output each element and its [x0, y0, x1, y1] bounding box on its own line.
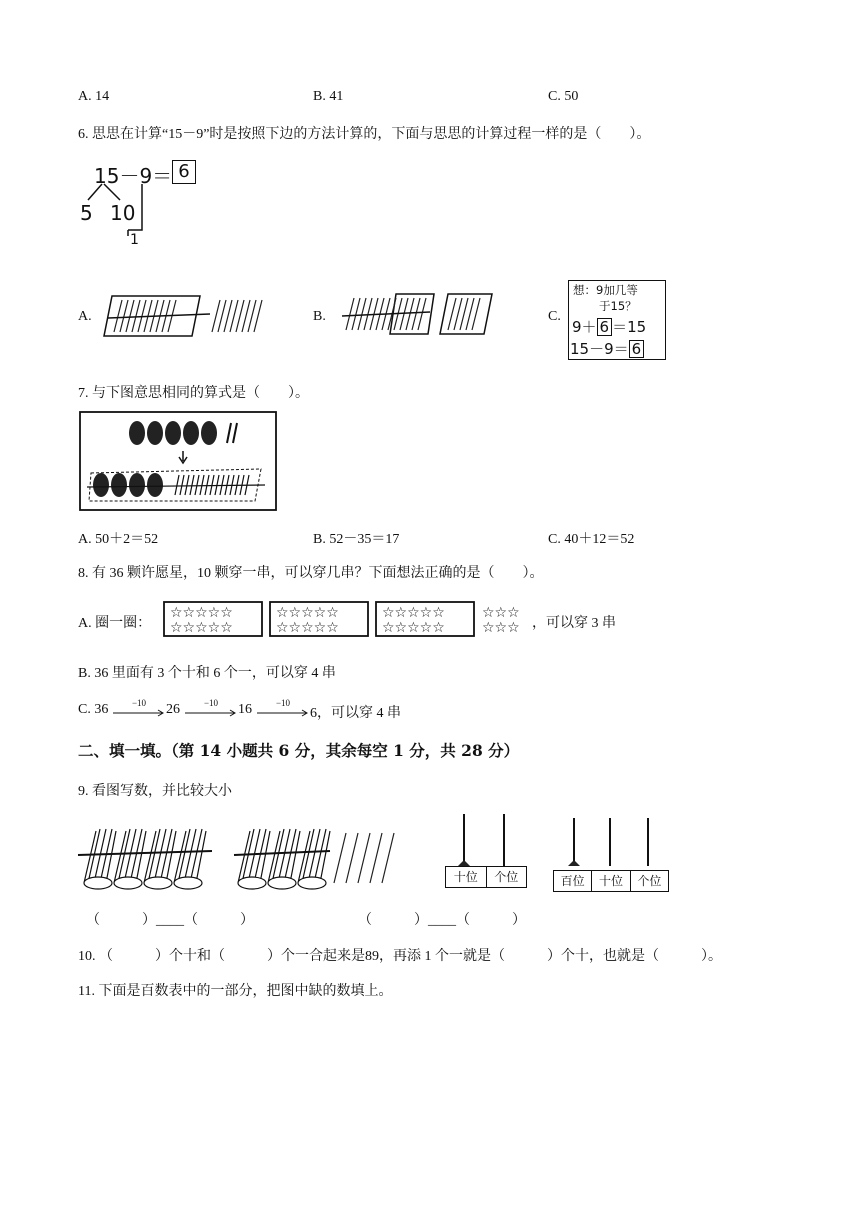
q8-option-c-start: C. 36	[78, 702, 109, 717]
section-2-title: 二、填一填。（第 14 小题共 6 分，其余每空 1 分，共 28 分）	[78, 741, 520, 760]
q7-stem: 7. 与下图意思相同的算式是（ ）。	[78, 386, 309, 401]
svg-text:☆☆☆☆☆: ☆☆☆☆☆	[276, 605, 339, 621]
q6-result-one: 1	[130, 232, 139, 248]
q5-option-c: C. 50	[548, 89, 579, 104]
svg-text:☆☆☆☆☆: ☆☆☆☆☆	[170, 620, 233, 636]
q9-abacus1-tens-label: 十位	[446, 867, 487, 887]
q8-option-c-end: 6，可以穿 4 串	[310, 706, 401, 721]
q6-card-add-box: 6	[597, 318, 613, 336]
q5-option-a: A. 14	[78, 89, 110, 104]
q6-option-c-card	[568, 280, 666, 360]
q8-option-c-step1: 26	[166, 702, 180, 717]
q9-abacus2-tens-label: 十位	[592, 871, 630, 891]
svg-text:☆☆☆: ☆☆☆	[482, 620, 520, 636]
q8-arrow-2-label: −10	[203, 698, 219, 708]
svg-text:☆☆☆☆☆: ☆☆☆☆☆	[382, 605, 445, 621]
q9-abacus2-ones-label: 个位	[637, 874, 662, 888]
q9-abacus2-hundreds-label: 百位	[554, 871, 592, 891]
q9-stem: 9. 看图写数，并比较大小	[78, 784, 232, 799]
q6-option-a-sticks-image	[100, 292, 280, 342]
q6-part-left: 5	[80, 201, 93, 225]
q10-text: 10. （ ）个十和（ ）个一合起来是89，再添 1 个一就是（ ）个十，也就是（ ）。	[78, 949, 722, 964]
q8-option-c-step2: 16	[238, 702, 252, 717]
q6-part-right: 10	[110, 201, 136, 225]
q8-option-a-prefix: A. 圈一圈：	[78, 616, 152, 631]
q8-option-a-suffix: ，可以穿 3 串	[532, 616, 616, 631]
q6-card-think-line1: 想：9加几等	[573, 283, 638, 297]
q9-answer-blanks-right[interactable]: （ ）____（ ）	[358, 913, 526, 928]
svg-text:☆☆☆☆☆: ☆☆☆☆☆	[276, 620, 339, 636]
q8-star-groups-image	[160, 600, 540, 640]
q6-card-add-left: 9＋	[572, 318, 597, 336]
q9-abacus1-ones-label: 个位	[494, 870, 519, 884]
q7-option-c: C. 40＋12＝52	[548, 532, 635, 547]
q8-arrow-3	[257, 709, 309, 717]
q11-text: 11. 下面是百数表中的一部分，把图中缺的数填上。	[78, 984, 393, 999]
q6-card-think-line2: 于15？	[599, 299, 637, 313]
q9-bundles-three-and-sticks-image	[234, 825, 404, 895]
q8-arrow-3-label: −10	[275, 698, 291, 708]
svg-text:☆☆☆: ☆☆☆	[482, 605, 520, 621]
q6-card-add-right: ＝15	[612, 318, 647, 336]
q7-option-a: A. 50＋2＝52	[78, 532, 159, 547]
q8-arrow-1-label: −10	[131, 698, 147, 708]
svg-text:☆☆☆☆☆: ☆☆☆☆☆	[382, 620, 445, 636]
q6-card-sub-left: 15－9＝	[570, 340, 629, 358]
q6-stem: 6. 思思在计算“15－9”时是按照下边的方法计算的，下面与思思的计算过程一样的是（ ）。	[78, 127, 651, 142]
q6-option-b-sticks-image	[338, 290, 518, 340]
q6-decomposition-diagram	[80, 158, 220, 253]
q6-equation: 15－9＝	[94, 164, 173, 188]
q9-abacus1-label-bar	[445, 866, 527, 888]
q8-arrow-2	[185, 709, 237, 717]
q6-split-lines	[80, 158, 220, 253]
q9-abacus2-label-bar	[553, 870, 669, 892]
q6-card-sub-box: 6	[629, 340, 645, 358]
q9-answer-blanks-left[interactable]: （ ）____（ ）	[86, 913, 254, 928]
q8-option-b: B. 36 里面有 3 个十和 6 个一，可以穿 4 串	[78, 666, 336, 681]
q8-stem: 8. 有 36 颗许愿星，10 颗穿一串，可以穿几串？下面想法正确的是（ ）。	[78, 566, 544, 581]
q6-option-b-label: B.	[313, 309, 326, 324]
q6-option-c-label: C.	[548, 309, 561, 324]
q6-answer-box: 6	[172, 160, 196, 184]
q8-arrow-1	[113, 709, 165, 717]
q7-option-b: B. 52－35＝17	[313, 532, 400, 547]
q5-option-b: B. 41	[313, 89, 344, 104]
q7-bundles-image	[79, 411, 279, 511]
q9-bundles-four-image	[78, 825, 218, 895]
svg-text:☆☆☆☆☆: ☆☆☆☆☆	[170, 605, 233, 621]
q6-option-a-label: A.	[78, 309, 92, 324]
